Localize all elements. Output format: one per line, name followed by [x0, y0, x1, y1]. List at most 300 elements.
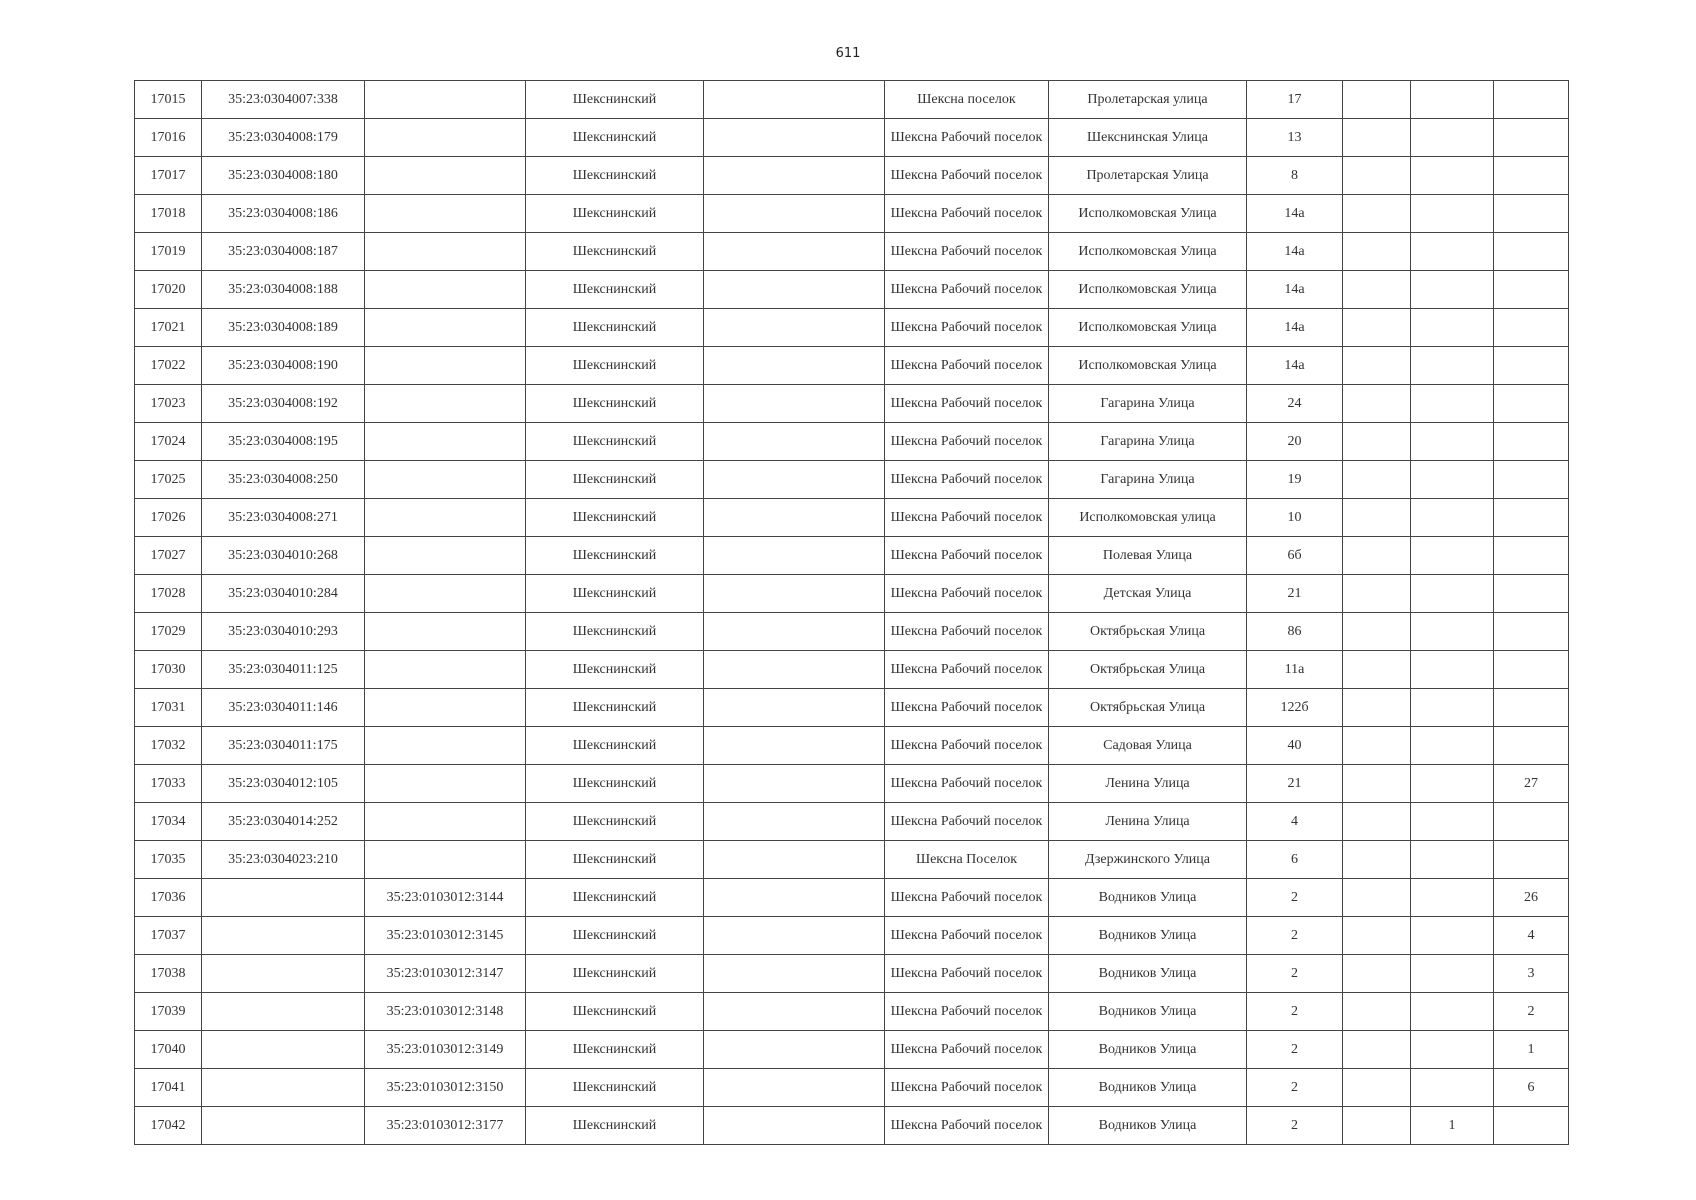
settlement-cell [704, 233, 885, 271]
table-row [135, 385, 1569, 423]
building-cell [1343, 423, 1411, 461]
record-number-cell: 17040 [135, 1031, 202, 1069]
cadastral-number-cell: 35:23:0304011:125 [202, 651, 365, 689]
parent-cadastral-number-cell [365, 841, 526, 879]
building-cell [1343, 879, 1411, 917]
record-number-cell: 17019 [135, 233, 202, 271]
building-cell [1343, 271, 1411, 309]
settlement-cell [704, 1069, 885, 1107]
cadastral-number-cell: 35:23:0304008:195 [202, 423, 365, 461]
structure-cell [1411, 499, 1494, 537]
house-number-cell: 14а [1247, 233, 1343, 271]
cadastral-number-cell: 35:23:0304014:252 [202, 803, 365, 841]
cadastral-number-cell: 35:23:0304010:268 [202, 537, 365, 575]
apartment-cell [1494, 119, 1569, 157]
settlement-cell [704, 689, 885, 727]
structure-cell [1411, 461, 1494, 499]
table-row [135, 157, 1569, 195]
structure-cell [1411, 765, 1494, 803]
structure-cell [1411, 841, 1494, 879]
structure-cell [1411, 233, 1494, 271]
house-number-cell: 11а [1247, 651, 1343, 689]
house-number-cell: 6б [1247, 537, 1343, 575]
record-number-cell: 17038 [135, 955, 202, 993]
structure-cell [1411, 955, 1494, 993]
house-number-cell: 2 [1247, 1107, 1343, 1145]
structure-cell [1411, 195, 1494, 233]
district-cell: Шекснинский [526, 879, 704, 917]
table-row [135, 651, 1569, 689]
cadastral-number-cell [202, 1069, 365, 1107]
record-number-cell: 17022 [135, 347, 202, 385]
parent-cadastral-number-cell [365, 423, 526, 461]
cadastral-number-cell: 35:23:0304008:188 [202, 271, 365, 309]
settlement-cell [704, 271, 885, 309]
apartment-cell: 3 [1494, 955, 1569, 993]
settlement-cell [704, 613, 885, 651]
record-number-cell: 17031 [135, 689, 202, 727]
building-cell [1343, 993, 1411, 1031]
street-cell: Исполкомовская Улица [1049, 233, 1247, 271]
house-number-cell: 14а [1247, 271, 1343, 309]
table-row [135, 309, 1569, 347]
district-cell: Шекснинский [526, 347, 704, 385]
record-number-cell: 17042 [135, 1107, 202, 1145]
table-row [135, 81, 1569, 119]
district-cell: Шекснинский [526, 613, 704, 651]
locality-cell: Шексна Рабочий поселок [885, 423, 1049, 461]
record-number-cell: 17037 [135, 917, 202, 955]
district-cell: Шекснинский [526, 385, 704, 423]
parent-cadastral-number-cell [365, 385, 526, 423]
record-number-cell: 17024 [135, 423, 202, 461]
street-cell: Октябрьская Улица [1049, 613, 1247, 651]
cadastral-number-cell: 35:23:0304008:187 [202, 233, 365, 271]
building-cell [1343, 727, 1411, 765]
house-number-cell: 14а [1247, 195, 1343, 233]
locality-cell: Шексна Рабочий поселок [885, 1107, 1049, 1145]
street-cell: Дзержинского Улица [1049, 841, 1247, 879]
apartment-cell [1494, 233, 1569, 271]
street-cell: Водников Улица [1049, 917, 1247, 955]
table-row [135, 689, 1569, 727]
house-number-cell: 2 [1247, 917, 1343, 955]
locality-cell: Шексна Рабочий поселок [885, 461, 1049, 499]
apartment-cell: 27 [1494, 765, 1569, 803]
apartment-cell: 6 [1494, 1069, 1569, 1107]
settlement-cell [704, 993, 885, 1031]
locality-cell: Шексна Рабочий поселок [885, 575, 1049, 613]
structure-cell [1411, 1069, 1494, 1107]
parent-cadastral-number-cell [365, 461, 526, 499]
parent-cadastral-number-cell [365, 271, 526, 309]
building-cell [1343, 233, 1411, 271]
district-cell: Шекснинский [526, 575, 704, 613]
district-cell: Шекснинский [526, 1069, 704, 1107]
record-number-cell: 17023 [135, 385, 202, 423]
locality-cell: Шексна Рабочий поселок [885, 233, 1049, 271]
cadastral-number-cell: 35:23:0304010:293 [202, 613, 365, 651]
parent-cadastral-number-cell [365, 689, 526, 727]
parent-cadastral-number-cell: 35:23:0103012:3150 [365, 1069, 526, 1107]
apartment-cell: 26 [1494, 879, 1569, 917]
apartment-cell: 2 [1494, 993, 1569, 1031]
cadastral-number-cell: 35:23:0304023:210 [202, 841, 365, 879]
locality-cell: Шексна Рабочий поселок [885, 727, 1049, 765]
parent-cadastral-number-cell [365, 575, 526, 613]
table-row [135, 575, 1569, 613]
settlement-cell [704, 347, 885, 385]
building-cell [1343, 499, 1411, 537]
apartment-cell: 1 [1494, 1031, 1569, 1069]
table-row [135, 233, 1569, 271]
structure-cell [1411, 81, 1494, 119]
district-cell: Шекснинский [526, 689, 704, 727]
parent-cadastral-number-cell [365, 309, 526, 347]
parent-cadastral-number-cell [365, 537, 526, 575]
street-cell: Гагарина Улица [1049, 385, 1247, 423]
district-cell: Шекснинский [526, 651, 704, 689]
district-cell: Шекснинский [526, 499, 704, 537]
street-cell: Пролетарская улица [1049, 81, 1247, 119]
structure-cell [1411, 689, 1494, 727]
settlement-cell [704, 385, 885, 423]
street-cell: Гагарина Улица [1049, 423, 1247, 461]
apartment-cell [1494, 309, 1569, 347]
locality-cell: Шексна Рабочий поселок [885, 1031, 1049, 1069]
district-cell: Шекснинский [526, 765, 704, 803]
apartment-cell [1494, 347, 1569, 385]
house-number-cell: 21 [1247, 575, 1343, 613]
table-row [135, 347, 1569, 385]
parent-cadastral-number-cell: 35:23:0103012:3148 [365, 993, 526, 1031]
settlement-cell [704, 309, 885, 347]
locality-cell: Шексна Рабочий поселок [885, 347, 1049, 385]
house-number-cell: 14а [1247, 347, 1343, 385]
apartment-cell [1494, 81, 1569, 119]
locality-cell: Шексна Рабочий поселок [885, 537, 1049, 575]
locality-cell: Шексна Рабочий поселок [885, 803, 1049, 841]
record-number-cell: 17041 [135, 1069, 202, 1107]
street-cell: Шекснинская Улица [1049, 119, 1247, 157]
structure-cell [1411, 917, 1494, 955]
locality-cell: Шексна Рабочий поселок [885, 271, 1049, 309]
locality-cell: Шексна Поселок [885, 841, 1049, 879]
record-number-cell: 17039 [135, 993, 202, 1031]
settlement-cell [704, 765, 885, 803]
house-number-cell: 2 [1247, 993, 1343, 1031]
record-number-cell: 17018 [135, 195, 202, 233]
building-cell [1343, 917, 1411, 955]
street-cell: Исполкомовская Улица [1049, 309, 1247, 347]
cadastral-number-cell: 35:23:0304012:105 [202, 765, 365, 803]
locality-cell: Шексна Рабочий поселок [885, 195, 1049, 233]
cadastral-number-cell: 35:23:0304011:175 [202, 727, 365, 765]
building-cell [1343, 1069, 1411, 1107]
street-cell: Водников Улица [1049, 1107, 1247, 1145]
settlement-cell [704, 727, 885, 765]
building-cell [1343, 81, 1411, 119]
building-cell [1343, 803, 1411, 841]
locality-cell: Шексна Рабочий поселок [885, 309, 1049, 347]
structure-cell [1411, 423, 1494, 461]
apartment-cell: 4 [1494, 917, 1569, 955]
parent-cadastral-number-cell [365, 613, 526, 651]
district-cell: Шекснинский [526, 461, 704, 499]
settlement-cell [704, 879, 885, 917]
record-number-cell: 17026 [135, 499, 202, 537]
locality-cell: Шексна Рабочий поселок [885, 765, 1049, 803]
street-cell: Октябрьская Улица [1049, 689, 1247, 727]
house-number-cell: 14а [1247, 309, 1343, 347]
settlement-cell [704, 651, 885, 689]
structure-cell [1411, 537, 1494, 575]
record-number-cell: 17021 [135, 309, 202, 347]
parent-cadastral-number-cell [365, 157, 526, 195]
building-cell [1343, 955, 1411, 993]
apartment-cell [1494, 385, 1569, 423]
street-cell: Исполкомовская Улица [1049, 347, 1247, 385]
table-row [135, 803, 1569, 841]
building-cell [1343, 841, 1411, 879]
house-number-cell: 19 [1247, 461, 1343, 499]
locality-cell: Шексна Рабочий поселок [885, 955, 1049, 993]
building-cell [1343, 461, 1411, 499]
street-cell: Водников Улица [1049, 993, 1247, 1031]
district-cell: Шекснинский [526, 993, 704, 1031]
district-cell: Шекснинский [526, 955, 704, 993]
locality-cell: Шексна Рабочий поселок [885, 651, 1049, 689]
building-cell [1343, 309, 1411, 347]
parent-cadastral-number-cell [365, 727, 526, 765]
structure-cell [1411, 157, 1494, 195]
structure-cell [1411, 119, 1494, 157]
apartment-cell [1494, 271, 1569, 309]
cadastral-number-cell [202, 1107, 365, 1145]
building-cell [1343, 1107, 1411, 1145]
street-cell: Исполкомовская Улица [1049, 195, 1247, 233]
settlement-cell [704, 195, 885, 233]
district-cell: Шекснинский [526, 1107, 704, 1145]
table-row [135, 1069, 1569, 1107]
street-cell: Водников Улица [1049, 1031, 1247, 1069]
record-number-cell: 17036 [135, 879, 202, 917]
district-cell: Шекснинский [526, 157, 704, 195]
record-number-cell: 17020 [135, 271, 202, 309]
apartment-cell [1494, 613, 1569, 651]
locality-cell: Шексна Рабочий поселок [885, 119, 1049, 157]
structure-cell [1411, 727, 1494, 765]
apartment-cell [1494, 157, 1569, 195]
district-cell: Шекснинский [526, 1031, 704, 1069]
cadastral-number-cell: 35:23:0304008:190 [202, 347, 365, 385]
parent-cadastral-number-cell [365, 195, 526, 233]
district-cell: Шекснинский [526, 727, 704, 765]
settlement-cell [704, 537, 885, 575]
table-row [135, 765, 1569, 803]
parent-cadastral-number-cell: 35:23:0103012:3147 [365, 955, 526, 993]
settlement-cell [704, 157, 885, 195]
house-number-cell: 2 [1247, 879, 1343, 917]
locality-cell: Шексна Рабочий поселок [885, 993, 1049, 1031]
record-number-cell: 17025 [135, 461, 202, 499]
parent-cadastral-number-cell [365, 233, 526, 271]
street-cell: Пролетарская Улица [1049, 157, 1247, 195]
parent-cadastral-number-cell: 35:23:0103012:3145 [365, 917, 526, 955]
street-cell: Водников Улица [1049, 955, 1247, 993]
building-cell [1343, 575, 1411, 613]
apartment-cell [1494, 461, 1569, 499]
record-number-cell: 17027 [135, 537, 202, 575]
parent-cadastral-number-cell [365, 803, 526, 841]
house-number-cell: 122б [1247, 689, 1343, 727]
settlement-cell [704, 423, 885, 461]
table-row [135, 499, 1569, 537]
district-cell: Шекснинский [526, 81, 704, 119]
table-row [135, 1031, 1569, 1069]
cadastral-number-cell [202, 993, 365, 1031]
parent-cadastral-number-cell [365, 765, 526, 803]
locality-cell: Шексна Рабочий поселок [885, 157, 1049, 195]
record-number-cell: 17033 [135, 765, 202, 803]
building-cell [1343, 651, 1411, 689]
structure-cell [1411, 993, 1494, 1031]
house-number-cell: 24 [1247, 385, 1343, 423]
registry-body [135, 81, 1569, 1145]
district-cell: Шекснинский [526, 233, 704, 271]
street-cell: Гагарина Улица [1049, 461, 1247, 499]
street-cell: Ленина Улица [1049, 803, 1247, 841]
record-number-cell: 17029 [135, 613, 202, 651]
structure-cell [1411, 575, 1494, 613]
house-number-cell: 2 [1247, 955, 1343, 993]
house-number-cell: 10 [1247, 499, 1343, 537]
building-cell [1343, 537, 1411, 575]
cadastral-number-cell: 35:23:0304008:271 [202, 499, 365, 537]
building-cell [1343, 385, 1411, 423]
apartment-cell [1494, 1107, 1569, 1145]
district-cell: Шекснинский [526, 309, 704, 347]
cadastral-number-cell [202, 955, 365, 993]
parent-cadastral-number-cell [365, 651, 526, 689]
record-number-cell: 17032 [135, 727, 202, 765]
locality-cell: Шексна Рабочий поселок [885, 1069, 1049, 1107]
structure-cell [1411, 613, 1494, 651]
cadastral-number-cell: 35:23:0304008:189 [202, 309, 365, 347]
street-cell: Октябрьская Улица [1049, 651, 1247, 689]
settlement-cell [704, 575, 885, 613]
house-number-cell: 4 [1247, 803, 1343, 841]
building-cell [1343, 689, 1411, 727]
record-number-cell: 17034 [135, 803, 202, 841]
property-registry-table [134, 80, 1569, 1145]
building-cell [1343, 347, 1411, 385]
parent-cadastral-number-cell [365, 347, 526, 385]
apartment-cell [1494, 423, 1569, 461]
house-number-cell: 2 [1247, 1031, 1343, 1069]
table-row [135, 423, 1569, 461]
cadastral-number-cell: 35:23:0304010:284 [202, 575, 365, 613]
settlement-cell [704, 1031, 885, 1069]
house-number-cell: 2 [1247, 1069, 1343, 1107]
table-row [135, 271, 1569, 309]
apartment-cell [1494, 651, 1569, 689]
apartment-cell [1494, 499, 1569, 537]
street-cell: Водников Улица [1049, 1069, 1247, 1107]
structure-cell [1411, 651, 1494, 689]
parent-cadastral-number-cell [365, 81, 526, 119]
structure-cell [1411, 271, 1494, 309]
parent-cadastral-number-cell: 35:23:0103012:3144 [365, 879, 526, 917]
district-cell: Шекснинский [526, 271, 704, 309]
table-row [135, 537, 1569, 575]
building-cell [1343, 157, 1411, 195]
house-number-cell: 21 [1247, 765, 1343, 803]
district-cell: Шекснинский [526, 195, 704, 233]
locality-cell: Шексна Рабочий поселок [885, 879, 1049, 917]
structure-cell [1411, 879, 1494, 917]
settlement-cell [704, 119, 885, 157]
settlement-cell [704, 461, 885, 499]
house-number-cell: 40 [1247, 727, 1343, 765]
locality-cell: Шексна поселок [885, 81, 1049, 119]
structure-cell: 1 [1411, 1107, 1494, 1145]
page-number: 611 [835, 46, 861, 61]
table-row [135, 993, 1569, 1031]
table-row [135, 879, 1569, 917]
settlement-cell [704, 81, 885, 119]
record-number-cell: 17015 [135, 81, 202, 119]
apartment-cell [1494, 575, 1569, 613]
district-cell: Шекснинский [526, 423, 704, 461]
structure-cell [1411, 309, 1494, 347]
street-cell: Ленина Улица [1049, 765, 1247, 803]
cadastral-number-cell: 35:23:0304008:250 [202, 461, 365, 499]
table-row [135, 119, 1569, 157]
street-cell: Полевая Улица [1049, 537, 1247, 575]
district-cell: Шекснинский [526, 803, 704, 841]
cadastral-number-cell: 35:23:0304008:180 [202, 157, 365, 195]
locality-cell: Шексна Рабочий поселок [885, 689, 1049, 727]
table-row [135, 917, 1569, 955]
structure-cell [1411, 803, 1494, 841]
cadastral-number-cell [202, 1031, 365, 1069]
parent-cadastral-number-cell: 35:23:0103012:3149 [365, 1031, 526, 1069]
apartment-cell [1494, 195, 1569, 233]
building-cell [1343, 613, 1411, 651]
district-cell: Шекснинский [526, 119, 704, 157]
table-row [135, 955, 1569, 993]
apartment-cell [1494, 803, 1569, 841]
cadastral-number-cell: 35:23:0304011:146 [202, 689, 365, 727]
record-number-cell: 17028 [135, 575, 202, 613]
table-row [135, 461, 1569, 499]
building-cell [1343, 1031, 1411, 1069]
house-number-cell: 13 [1247, 119, 1343, 157]
house-number-cell: 20 [1247, 423, 1343, 461]
cadastral-number-cell [202, 917, 365, 955]
settlement-cell [704, 1107, 885, 1145]
record-number-cell: 17030 [135, 651, 202, 689]
locality-cell: Шексна Рабочий поселок [885, 917, 1049, 955]
settlement-cell [704, 841, 885, 879]
district-cell: Шекснинский [526, 537, 704, 575]
street-cell: Садовая Улица [1049, 727, 1247, 765]
cadastral-number-cell: 35:23:0304007:338 [202, 81, 365, 119]
record-number-cell: 17016 [135, 119, 202, 157]
table-row [135, 841, 1569, 879]
street-cell: Детская Улица [1049, 575, 1247, 613]
